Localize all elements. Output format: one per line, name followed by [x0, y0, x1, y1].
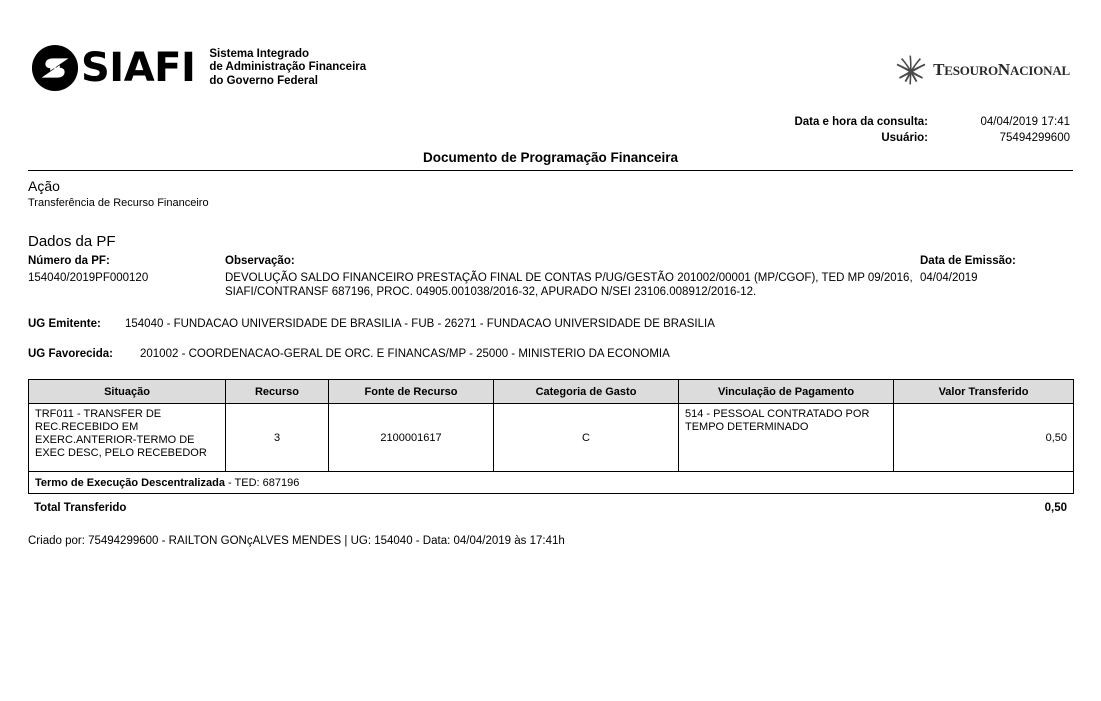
col-header-vinculacao: Vinculação de Pagamento [679, 380, 894, 404]
cell-valor: 0,50 [894, 404, 1074, 472]
ug-favorecida-label: UG Favorecida: [28, 348, 113, 360]
user-value: 75494299600 [999, 132, 1070, 144]
col-header-categoria: Categoria de Gasto [494, 380, 679, 404]
observacao-label: Observação: [225, 255, 295, 267]
cell-situacao: TRF011 - TRANSFER DE REC.RECEBIDO EM EXERC.ANTERIOR-TERMO DE EXEC DESC, PELO RECEBEDOR [29, 404, 226, 472]
acao-heading: Ação [28, 178, 60, 194]
numero-pf-value: 154040/2019PF000120 [28, 272, 149, 284]
page-title: Documento de Programação Financeira [422, 150, 679, 165]
siafi-tagline-line-3: do Governo Federal [209, 74, 318, 87]
ted-label: Termo de Execução Descentralizada [35, 476, 225, 489]
title-divider [28, 170, 1073, 171]
col-header-situacao: Situação [29, 380, 226, 404]
tesouro-word-acional: ACIONAL [1010, 63, 1070, 78]
tesouro-wordmark [933, 60, 1070, 80]
acao-text: Transferência de Recurso Financeiro [28, 197, 209, 209]
siafi-emblem-icon [31, 44, 79, 92]
total-label: Total Transferido [34, 502, 127, 514]
ted-row [29, 472, 1074, 494]
creation-footer: Criado por: 75494299600 - RAILTON GONçALVES MENDES | UG: 154040 - Data: 04/04/2019 às 17:41h [28, 535, 565, 547]
ug-favorecida-row [28, 348, 670, 360]
cell-categoria: C [494, 404, 679, 472]
cell-ted [29, 472, 1074, 494]
col-header-fonte: Fonte de Recurso [329, 380, 494, 404]
col-header-valor: Valor Transferido [894, 380, 1074, 404]
numero-pf-label: Número da PF: [28, 255, 110, 267]
tesouro-nacional-logo [891, 50, 1070, 90]
observacao-value: DEVOLUÇÃO SALDO FINANCEIRO PRESTAÇÃO FINAL DE CONTAS P/UG/GESTÃO 201002/00001 (MP/CGOF), TED MP 09/2016, SIAFI/CONTRANSF 687196, PROC. 04905.001038/2016-32, APURADO N/SEI 23106.008912/2016-12. [225, 272, 913, 298]
consultation-datetime-row [794, 114, 1070, 130]
tesouro-word-esouro: ESOURO [944, 63, 998, 78]
siafi-tagline-line-2: de Administração Financeira [209, 61, 367, 74]
ug-emitente-row [28, 318, 715, 330]
transfers-table [28, 379, 1074, 494]
cell-fonte: 2100001617 [329, 404, 494, 472]
col-header-recurso: Recurso [226, 380, 329, 404]
data-emissao-value: 04/04/2019 [920, 272, 978, 284]
total-value: 0,50 [1044, 502, 1067, 514]
siafi-logo [31, 44, 366, 92]
user-row [794, 130, 1070, 146]
ug-emitente-label: UG Emitente: [28, 318, 101, 330]
data-emissao-label: Data de Emissão: [920, 255, 1016, 267]
tesouro-star-icon [891, 50, 931, 90]
page-header [0, 0, 1101, 105]
transfers-table-wrapper [28, 379, 1073, 494]
consultation-datetime-label: Data e hora da consulta: [794, 116, 928, 128]
user-label: Usuário: [881, 132, 928, 144]
dados-pf-heading: Dados da PF [28, 233, 116, 250]
table-header-row [29, 380, 1074, 404]
consultation-meta [794, 114, 1070, 146]
tesouro-word-n: N [997, 60, 1010, 79]
cell-vinculacao: 514 - PESSOAL CONTRATADO POR TEMPO DETERMINADO [679, 404, 894, 472]
total-row [28, 498, 1073, 514]
table-row [29, 404, 1074, 472]
consultation-datetime-value: 04/04/2019 17:41 [980, 116, 1070, 128]
siafi-tagline [209, 48, 366, 89]
siafi-tagline-line-1: Sistema Integrado [209, 47, 310, 60]
table-head [29, 380, 1074, 404]
siafi-wordmark: SIAFI [81, 45, 196, 91]
ug-favorecida-value: 201002 - COORDENACAO-GERAL DE ORC. E FINANCAS/MP - 25000 - MINISTERIO DA ECONOMIA [140, 348, 670, 360]
cell-recurso: 3 [226, 404, 329, 472]
tesouro-word-t: T [933, 60, 945, 79]
table-body [29, 404, 1074, 494]
ug-emitente-value: 154040 - FUNDACAO UNIVERSIDADE DE BRASILIA - FUB - 26271 - FUNDACAO UNIVERSIDADE DE BRASILIA [125, 318, 715, 330]
ted-value: - TED: 687196 [224, 476, 300, 489]
